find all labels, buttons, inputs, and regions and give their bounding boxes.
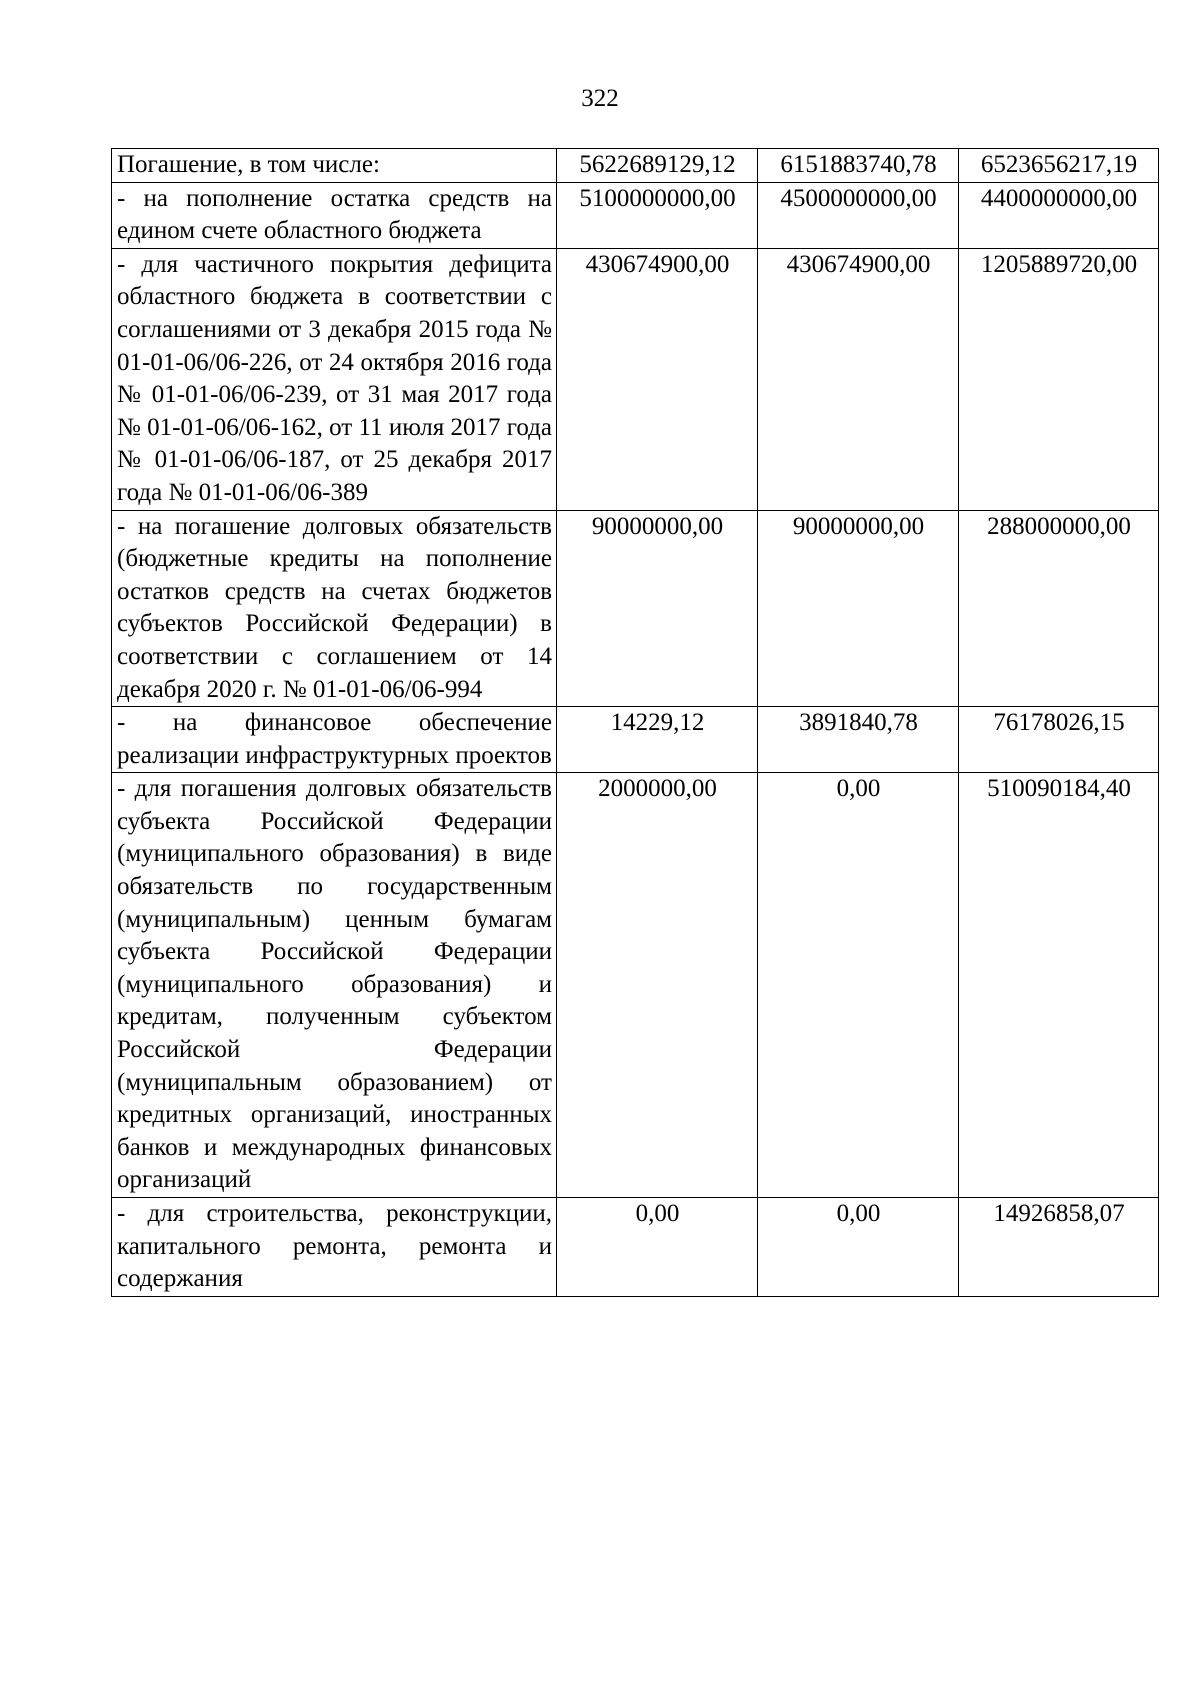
row-description: - на финансовое обеспечение реализации инфраструктурных проектов xyxy=(112,707,557,773)
value-year-3: 1205889720,00 xyxy=(959,248,1159,510)
value-year-3: 6523656217,19 xyxy=(959,149,1159,183)
table-row xyxy=(112,149,1159,183)
value-year-3: 510090184,40 xyxy=(959,773,1159,1198)
value-year-1: 0,00 xyxy=(557,1198,758,1297)
value-year-1: 5100000000,00 xyxy=(557,182,758,248)
value-year-3: 288000000,00 xyxy=(959,510,1159,707)
page-number: 322 xyxy=(581,85,619,112)
table-row xyxy=(112,248,1159,510)
row-description: - для строительства, реконструкции, капитального ремонта, ремонта и содержания xyxy=(112,1198,557,1297)
value-year-2: 430674900,00 xyxy=(758,248,959,510)
value-year-2: 4500000000,00 xyxy=(758,182,959,248)
value-year-2: 90000000,00 xyxy=(758,510,959,707)
value-year-2: 6151883740,78 xyxy=(758,149,959,183)
value-year-1: 430674900,00 xyxy=(557,248,758,510)
table-row xyxy=(112,182,1159,248)
row-description: Погашение, в том числе: xyxy=(112,149,557,183)
table-row xyxy=(112,510,1159,707)
row-description: - для частичного покрытия дефицита областного бюджета в соответствии с соглашениями от 3 декабря 2015 года № 01-01-06/06-226, от 24 октября 2016 года № 01-01-06/06-239, от 31 мая 2017 года № 01-01-06/06-162, от 11 июля 2017 года № 01-01-06/06-187, от 25 декабря 2017 года № 01-01-06/06-389 xyxy=(112,248,557,510)
value-year-3: 14926858,07 xyxy=(959,1198,1159,1297)
value-year-2: 3891840,78 xyxy=(758,707,959,773)
row-description: - для погашения долговых обязательств субъекта Российской Федерации (муниципального образования) в виде обязательств по государственным (муниципальным) ценным бумагам субъекта Российской Федерации (муниципального образования) и кредитам, полученным субъектом Российской Федерации (муниципальным образованием) от кредитных организаций, иностранных банков и международных финансовых организаций xyxy=(112,773,557,1198)
value-year-2: 0,00 xyxy=(758,773,959,1198)
value-year-1: 2000000,00 xyxy=(557,773,758,1198)
table-row xyxy=(112,1198,1159,1297)
table-row xyxy=(112,707,1159,773)
row-description: - на пополнение остатка средств на едином счете областного бюджета xyxy=(112,182,557,248)
value-year-1: 5622689129,12 xyxy=(557,149,758,183)
value-year-2: 0,00 xyxy=(758,1198,959,1297)
debt-repayment-table xyxy=(111,148,1159,1297)
row-description: - на погашение долговых обязательств (бюджетные кредиты на пополнение остатков средств на счетах бюджетов субъектов Российской Федерации) в соответствии с соглашением от 14 декабря 2020 г. № 01-01-06/06-994 xyxy=(112,510,557,707)
value-year-1: 90000000,00 xyxy=(557,510,758,707)
value-year-1: 14229,12 xyxy=(557,707,758,773)
table-row xyxy=(112,773,1159,1198)
value-year-3: 4400000000,00 xyxy=(959,182,1159,248)
value-year-3: 76178026,15 xyxy=(959,707,1159,773)
